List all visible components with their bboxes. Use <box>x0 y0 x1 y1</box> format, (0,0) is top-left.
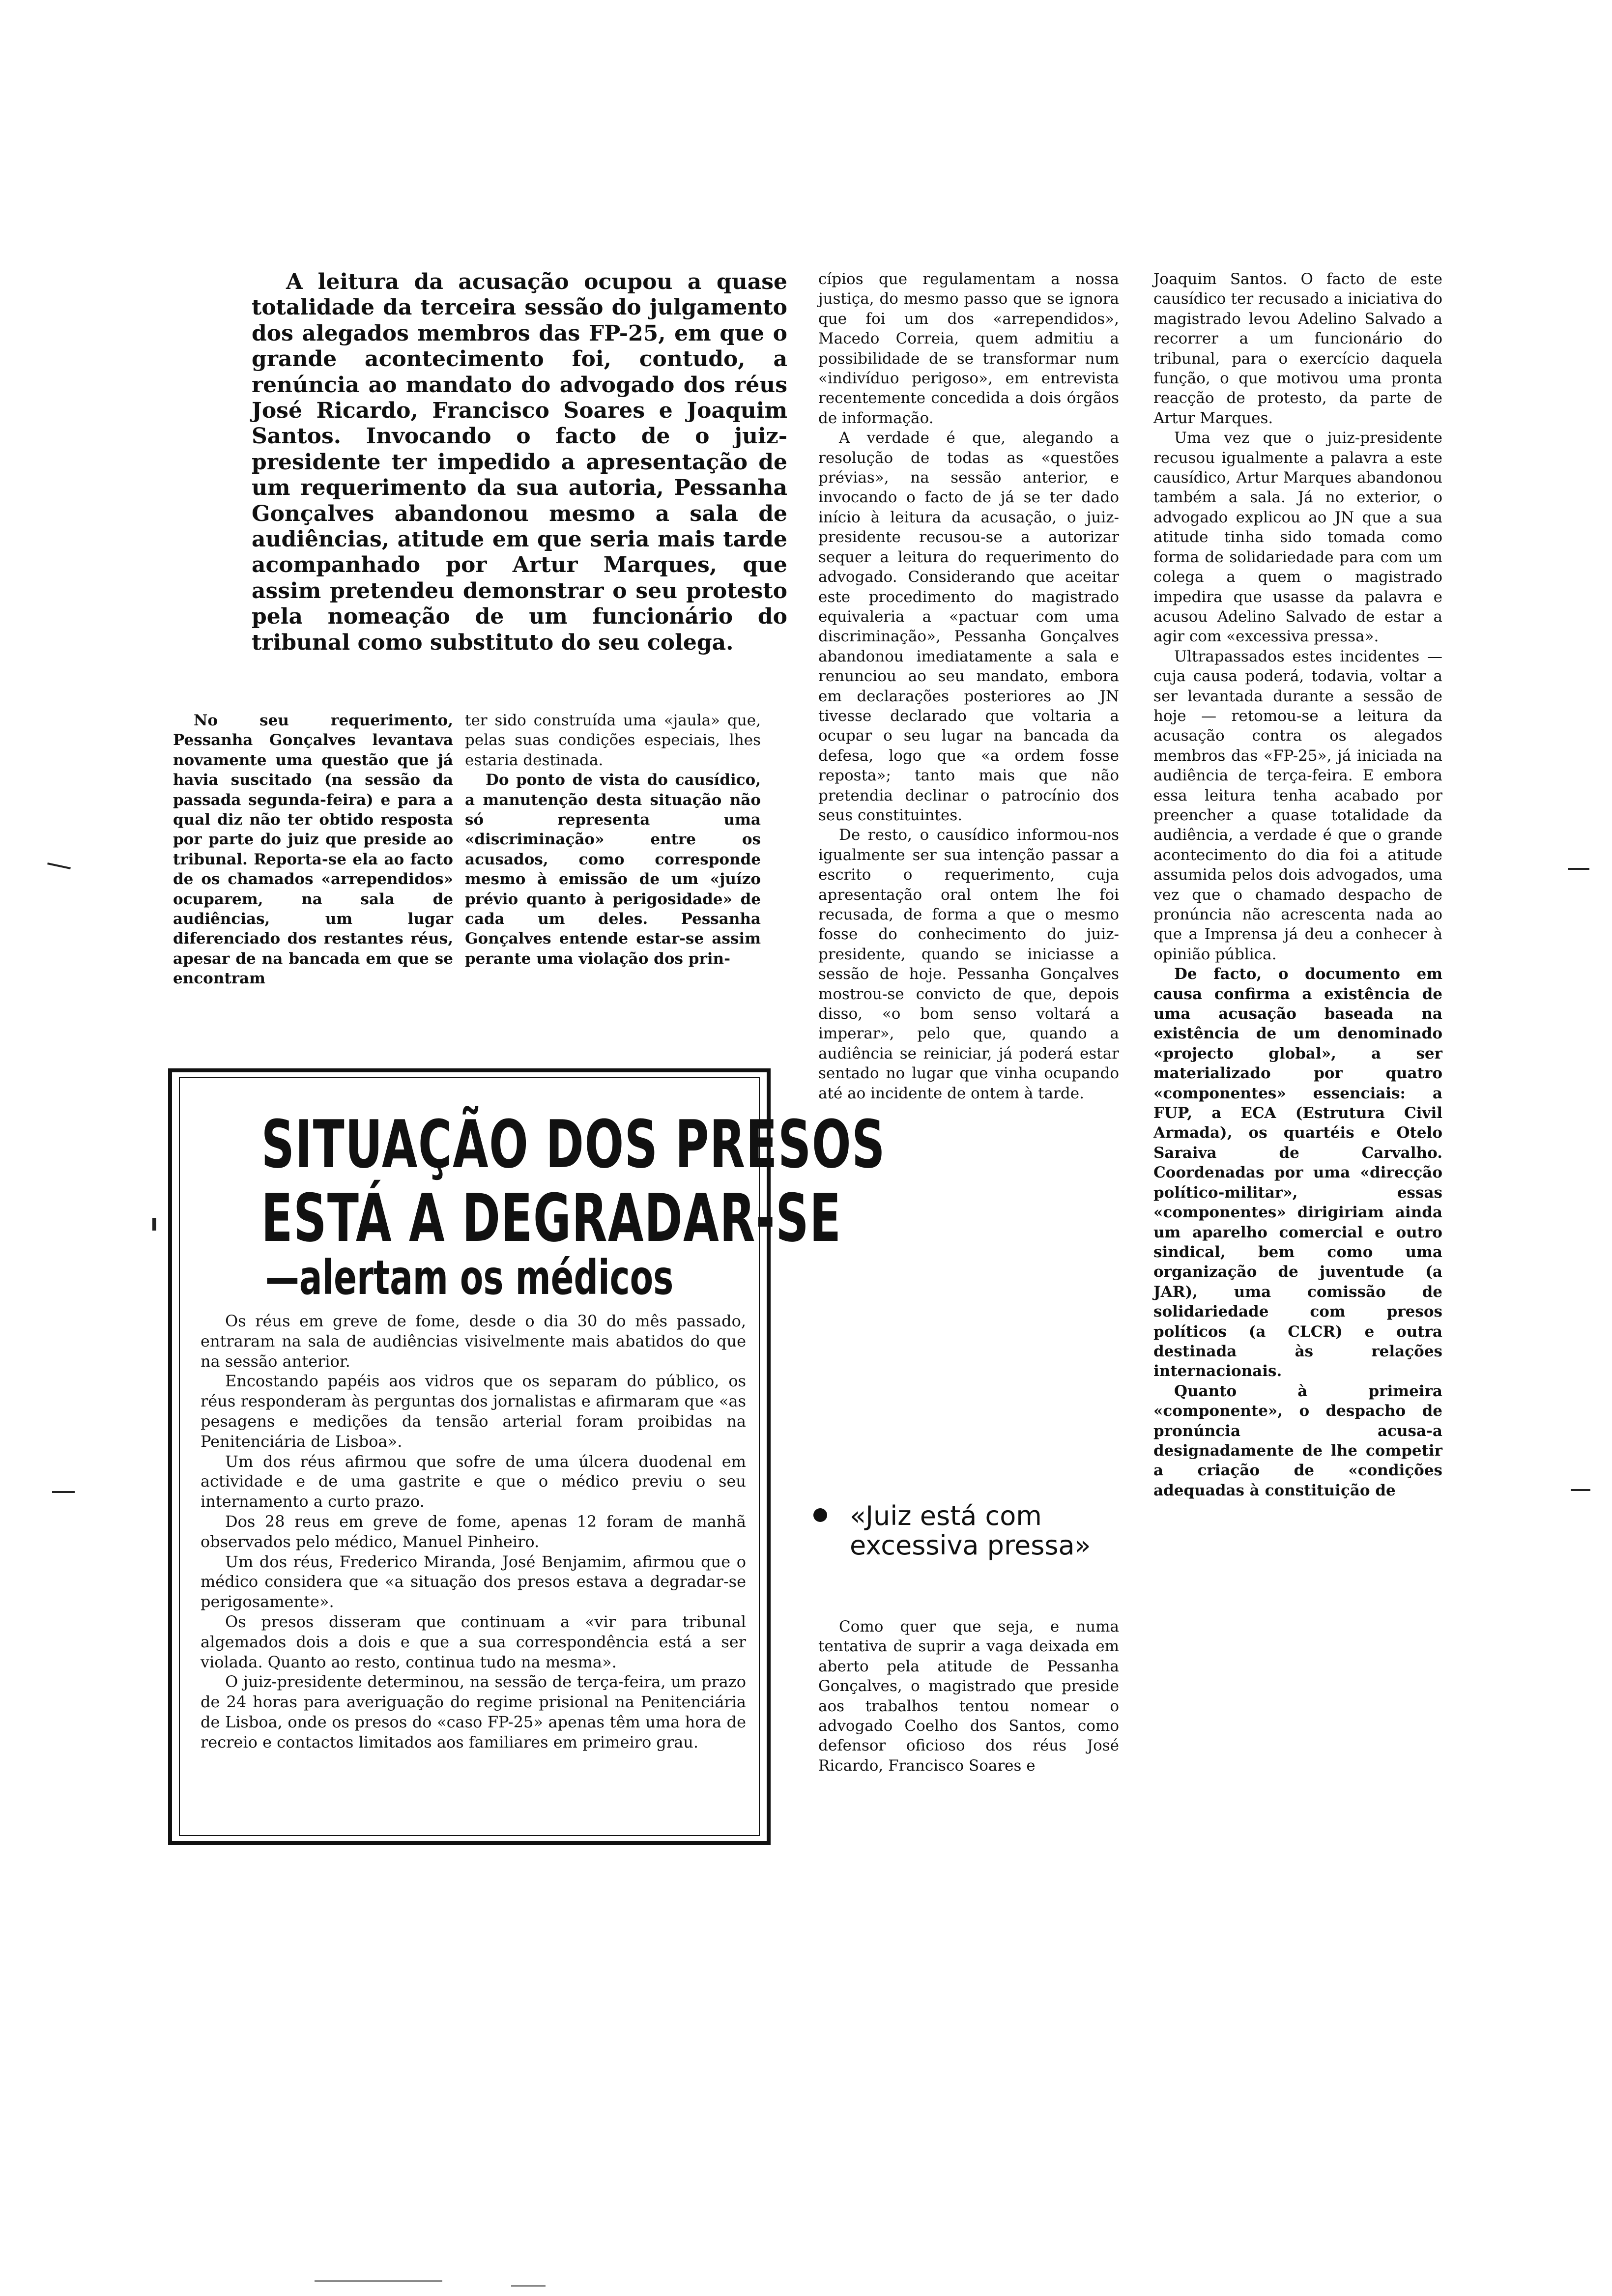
box-paragraph: O juiz-presidente determinou, na sessão de terça-feira, um prazo de 24 horas para averiguação do regime prisional na Penitenciária de Lisboa, onde os presos do «caso FP-25» apenas têm uma hora de recreio e contactos limitados aos familiares em primeiro grau. <box>201 1672 746 1751</box>
column-paragraph: Ultrapassados estes incidentes — cuja causa poderá, todavia, voltar a ser levantada durante a sessão de hoje — retomou-se a leitura da acusação contra os alegados membros das «FP-25», já iniciada na audiência de terça-feira. E embora essa leitura tenha acabado por preencher a quase totalidade da audiência, a verdade é que o grande acontecimento do dia foi a atitude assumida pelos dois advogados, uma vez que o chamado despacho de pronúncia não acrescenta nada ao que a Imprensa já deu a conhecer à opinião pública. <box>1153 647 1442 963</box>
scan-mark <box>315 2280 442 2282</box>
column-paragraph: A verdade é que, alegando a resolução de todas as «questões prévias», na sessão anterior, e invocando o facto de já se ter dado início à leitura da acusação, o juiz-presidente recusou-se a autorizar sequer a leitura do requerimento do advogado. Considerando que aceitar este procedimento do magistrado equivaleria a «pactuar com uma discriminação», Pessanha Gonçalves abandonou imediatamente a sala e renunciou ao seu mandato, embora em declarações posteriores ao JN tivesse declarado que voltaria a ocupar o seu lugar na bancada da defesa, logo que «a ordem fosse reposta»; tanto mais que não pretendia declinar o patrocínio dos seus constituintes. <box>818 429 1119 824</box>
box-paragraph: Encostando papéis aos vidros que os separam do público, os réus responderam às perguntas dos jornalistas e afirmaram que «as pesagens e medições da tensão arterial foram proibidas na Penitenciária de Lisboa». <box>201 1372 746 1451</box>
box-paragraph: Dos 28 reus em greve de fome, apenas 12 foram de manhã observados pelo médico, Manuel Pinheiro. <box>201 1512 746 1551</box>
bullet-icon <box>813 1508 827 1522</box>
scan-mark <box>52 1491 75 1493</box>
box-body <box>201 1311 746 1752</box>
box-paragraph: Os réus em greve de fome, desde o dia 30 do mês passado, entraram na sala de audiências visivelmente mais abatidos do que na sessão anterior. <box>201 1312 746 1371</box>
box-paragraph: Um dos réus, Frederico Miranda, José Benjamim, afirmou que o médico considera que «a situação dos presos estava a degradar-se perigosamente». <box>201 1552 746 1611</box>
article-column-3 <box>818 269 1119 1103</box>
column-paragraph: Quanto à primeira «componente», o despacho de pronúncia acusa-a designadamente de lhe competir a criação de «condições adequadas à constituição de <box>1153 1382 1442 1499</box>
article-column-3-continued <box>818 1617 1119 1776</box>
article-column-1 <box>173 711 453 989</box>
headline-line-2: ESTÁ A DEGRADAR-SE <box>261 1180 842 1257</box>
scan-mark <box>152 1218 156 1231</box>
column-paragraph: Como quer que seja, e numa tentativa de suprir a vaga deixada em aberto pela atitude de Pessanha Gonçalves, o magistrado que preside aos trabalhos tentou nomear o advogado Coelho dos Santos, como defensor oficioso dos réus José Ricardo, Francisco Soares e <box>818 1618 1119 1775</box>
headline-line-1: SITUAÇÃO DOS PRESOS <box>261 1106 886 1183</box>
scan-mark <box>1571 1489 1590 1491</box>
boxed-story <box>168 1068 886 1845</box>
column-paragraph: Do ponto de vista do causídico, a manutenção desta situação não só representa uma «discriminação» entre os acusados, como corresponde mesmo à emissão de um «juízo prévio quanto à perigosidade» de cada um deles. Pessanha Gonçalves entende estar-se assim perante uma violação dos prin- <box>465 771 761 968</box>
column-paragraph: No seu requerimento, Pessanha Gonçalves levantava novamente uma questão que já havia suscitado (na sessão da passada segunda-feira) e para a qual diz não ter obtido resposta por parte do juiz que preside ao tribunal. Reporta-se ela ao facto de os chamados «arrependidos» ocuparem, na sala de audiências, um lugar diferenciado dos restantes réus, apesar de na bancada em que se encontram <box>173 712 453 988</box>
scan-mark <box>47 862 71 869</box>
box-paragraph: Os presos disseram que continuam a «vir para tribunal algemados dois a dois e que a sua correspondência está a ser violada. Quanto ao resto, continua tudo na mesma». <box>201 1612 746 1671</box>
article-column-2 <box>465 711 761 969</box>
column-paragraph: cípios que regulamentam a nossa justiça, do mesmo passo que se ignora que foi um dos «arrependidos», Macedo Correia, quem admitiu a possibilidade de se transformar num «indivíduo perigoso», em entrevista recentemente concedida a dois órgãos de informação. <box>818 270 1119 427</box>
box-headline <box>261 1106 886 1257</box>
column-paragraph: ter sido construída uma «jaula» que, pelas suas condições especiais, lhes estaria destinada. <box>465 712 761 769</box>
column-paragraph: De facto, o documento em causa confirma a existência de uma acusação baseada na existência de um denominado «projecto global», a ser materializado por quatro «componentes» essenciais: a FUP, a ECA (Estrutura Civil Armada), os quartéis e Otelo Saraiva de Carvalho. Coordenadas por uma «direcção político-militar», essas «componentes» dirigiriam ainda um aparelho comercial e outro sindical, bem como uma organização de juventude (a JAR), uma comissão de solidariedade com presos políticos (a CLCR) e outra destinada às relações internacionais. <box>1153 965 1442 1380</box>
box-paragraph: Um dos réus afirmou que sofre de uma úlcera duodenal em actividade e de uma gastrite e que o médico previu o seu internamento a curto prazo. <box>201 1452 746 1511</box>
lead-text: A leitura da acusação ocupou a quase totalidade da terceira sessão do julgamento dos alegados membros das FP-25, em que o grande acontecimento foi, contudo, a renúncia ao mandato do advogado dos réus José Ricardo, Francisco Soares e Joaquim Santos. Invocando o facto de o juiz-presidente ter impedido a apresentação de um requerimento da sua autoria, Pessanha Gonçalves abandonou mesmo a sala de audiências, atitude em que seria mais tarde acompanhado por Artur Marques, que assim pretendeu demonstrar o seu protesto pela nomeação de um funcionário do tribunal como substituto do seu colega. <box>252 269 787 655</box>
scan-mark <box>1568 868 1589 870</box>
section-subheading <box>813 1501 1128 1560</box>
column-paragraph: Uma vez que o juiz-presidente recusou igualmente a palavra a este causídico, Artur Marques abandonou também a sala. Já no exterior, o advogado explicou ao JN que a sua atitude tinha sido tomada como forma de solidariedade para com um colega a quem o magistrado impedira que usasse da palavra e acusou Adelino Salvado de estar a agir com «excessiva pressa». <box>1153 429 1442 646</box>
column-paragraph: De resto, o causídico informou-nos igualmente ser sua intenção passar a escrito o requerimento, cuja apresentação oral ontem lhe foi recusada, de forma a que o mesmo fosse do conhecimento do juiz-presidente, quando se iniciasse a sessão de hoje. Pessanha Gonçalves mostrou-se convicto de que, depois disso, «o bom senso voltará a imperar», pelo que, quando a audiência se reiniciar, já poderá estar sentado no lugar que vinha ocupando até ao incidente de ontem à tarde. <box>818 826 1119 1102</box>
subheading-text: «Juiz está com excessiva pressa» <box>850 1500 1091 1561</box>
lead-paragraph <box>252 269 787 656</box>
scan-mark <box>511 2285 546 2287</box>
article-column-4 <box>1153 269 1442 1500</box>
column-paragraph: Joaquim Santos. O facto de este causídico ter recusado a iniciativa do magistrado levou Adelino Salvado a recorrer a um funcionário do tribunal, para o exercício daquela função, o que motivou uma pronta reacção de protesto, da parte de Artur Marques. <box>1153 270 1442 427</box>
box-subheadline: —alertam os médicos <box>265 1250 674 1305</box>
